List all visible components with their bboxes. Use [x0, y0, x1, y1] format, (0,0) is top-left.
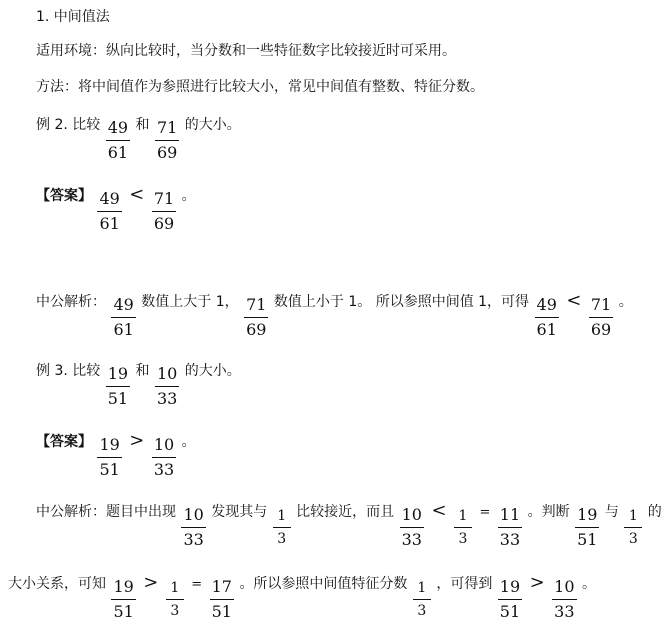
fraction-71-69: $\frac{71}{69}$	[153, 189, 175, 233]
fraction-11-33: $\frac{11}{33}$	[499, 505, 521, 549]
analysis-2-t1: 数值上大于 1，	[141, 294, 239, 310]
analysis-3b-t3: ，可得到	[436, 576, 493, 592]
fraction-1-3: $\frac{1}{3}$	[454, 509, 472, 546]
fraction-10-33: $\frac{10}{33}$	[183, 505, 204, 549]
fraction-49-61: $\frac{49}{61}$	[536, 295, 557, 339]
example-2	[36, 114, 241, 161]
answer-label: 【答案】	[36, 188, 92, 204]
fraction-49-61: $\frac{49}{61}$	[99, 189, 120, 233]
analysis-2	[36, 290, 633, 338]
example-3-suffix: 的大小。	[184, 363, 241, 379]
fraction-49-61: $\frac{49}{61}$	[107, 118, 129, 162]
analysis-3-t3: 。判断	[527, 504, 570, 520]
equals-sign: =	[479, 505, 491, 520]
less-than-sign: <	[129, 184, 145, 205]
analysis-3-t4: 与	[604, 504, 619, 520]
fraction-71-69: $\frac{71}{69}$	[590, 295, 612, 339]
analysis-2-prefix: 中公解析：	[36, 294, 106, 310]
example-3	[36, 360, 241, 407]
analysis-3b-t1: 大小关系，可知	[8, 576, 106, 592]
analysis-3-prefix: 中公解析：题目中出现	[36, 504, 176, 520]
fraction-17-51: $\frac{17}{51}$	[211, 577, 232, 621]
analysis-3-t2: 比较接近，而且	[296, 504, 395, 520]
scope-text: 适用环境：纵向比较时，当分数和一些特征数字比较接近时可采用。	[36, 43, 456, 59]
fraction-1-3: $\frac{1}{3}$	[273, 509, 291, 546]
answer-end: 。	[181, 434, 196, 450]
fraction-19-51: $\frac{19}{51}$	[107, 364, 129, 408]
fraction-19-51: $\frac{19}{51}$	[99, 435, 120, 479]
fraction-71-69: $\frac{71}{69}$	[156, 118, 178, 162]
answer-2	[36, 184, 196, 232]
fraction-10-33: $\frac{10}{33}$	[554, 577, 575, 621]
greater-than-sign: >	[529, 572, 545, 593]
example-2-prefix: 例 2. 比较	[36, 117, 101, 133]
example-2-suffix: 的大小。	[184, 117, 241, 133]
fraction-10-33: $\frac{10}{33}$	[156, 364, 178, 408]
analysis-2-t2: 数值上小于 1。 所以参照中间值 1，可得	[273, 294, 530, 310]
example-2-mid: 和	[135, 117, 150, 133]
analysis-3b-t2: 。所以参照中间值特征分数	[239, 576, 408, 592]
fraction-49-61: $\frac{49}{61}$	[113, 295, 134, 339]
analysis-3-t1: 发现其与	[211, 504, 268, 520]
answer-3	[36, 430, 196, 478]
answer-end: 。	[181, 188, 196, 204]
example-3-prefix: 例 3. 比较	[36, 363, 101, 379]
greater-than-sign: >	[129, 430, 145, 451]
fraction-1-3: $\frac{1}{3}$	[624, 509, 642, 546]
section-heading: 1. 中间值法	[36, 9, 110, 25]
equals-sign: =	[191, 577, 203, 592]
fraction-1-3: $\frac{1}{3}$	[166, 581, 184, 618]
fraction-1-3: $\frac{1}{3}$	[413, 581, 431, 618]
analysis-3b-end: 。	[581, 576, 596, 592]
fraction-71-69: $\frac{71}{69}$	[246, 295, 267, 339]
analysis-2-end: 。	[618, 294, 633, 310]
fraction-19-51: $\frac{19}{51}$	[577, 505, 598, 549]
example-3-mid: 和	[135, 363, 150, 379]
less-than-sign: <	[566, 290, 582, 311]
fraction-19-51: $\frac{19}{51}$	[499, 577, 521, 621]
fraction-10-33: $\frac{10}{33}$	[153, 435, 175, 479]
greater-than-sign: >	[143, 572, 159, 593]
analysis-3-line-2	[8, 572, 596, 620]
method-text: 方法：将中间值作为参照进行比较大小，常见中间值有整数、特征分数。	[36, 79, 484, 95]
answer-label: 【答案】	[36, 434, 92, 450]
analysis-3-line-1	[36, 500, 662, 548]
less-than-sign: <	[431, 500, 447, 521]
fraction-10-33: $\frac{10}{33}$	[401, 505, 422, 549]
fraction-19-51: $\frac{19}{51}$	[113, 577, 134, 621]
analysis-3-t5: 的	[647, 504, 662, 520]
